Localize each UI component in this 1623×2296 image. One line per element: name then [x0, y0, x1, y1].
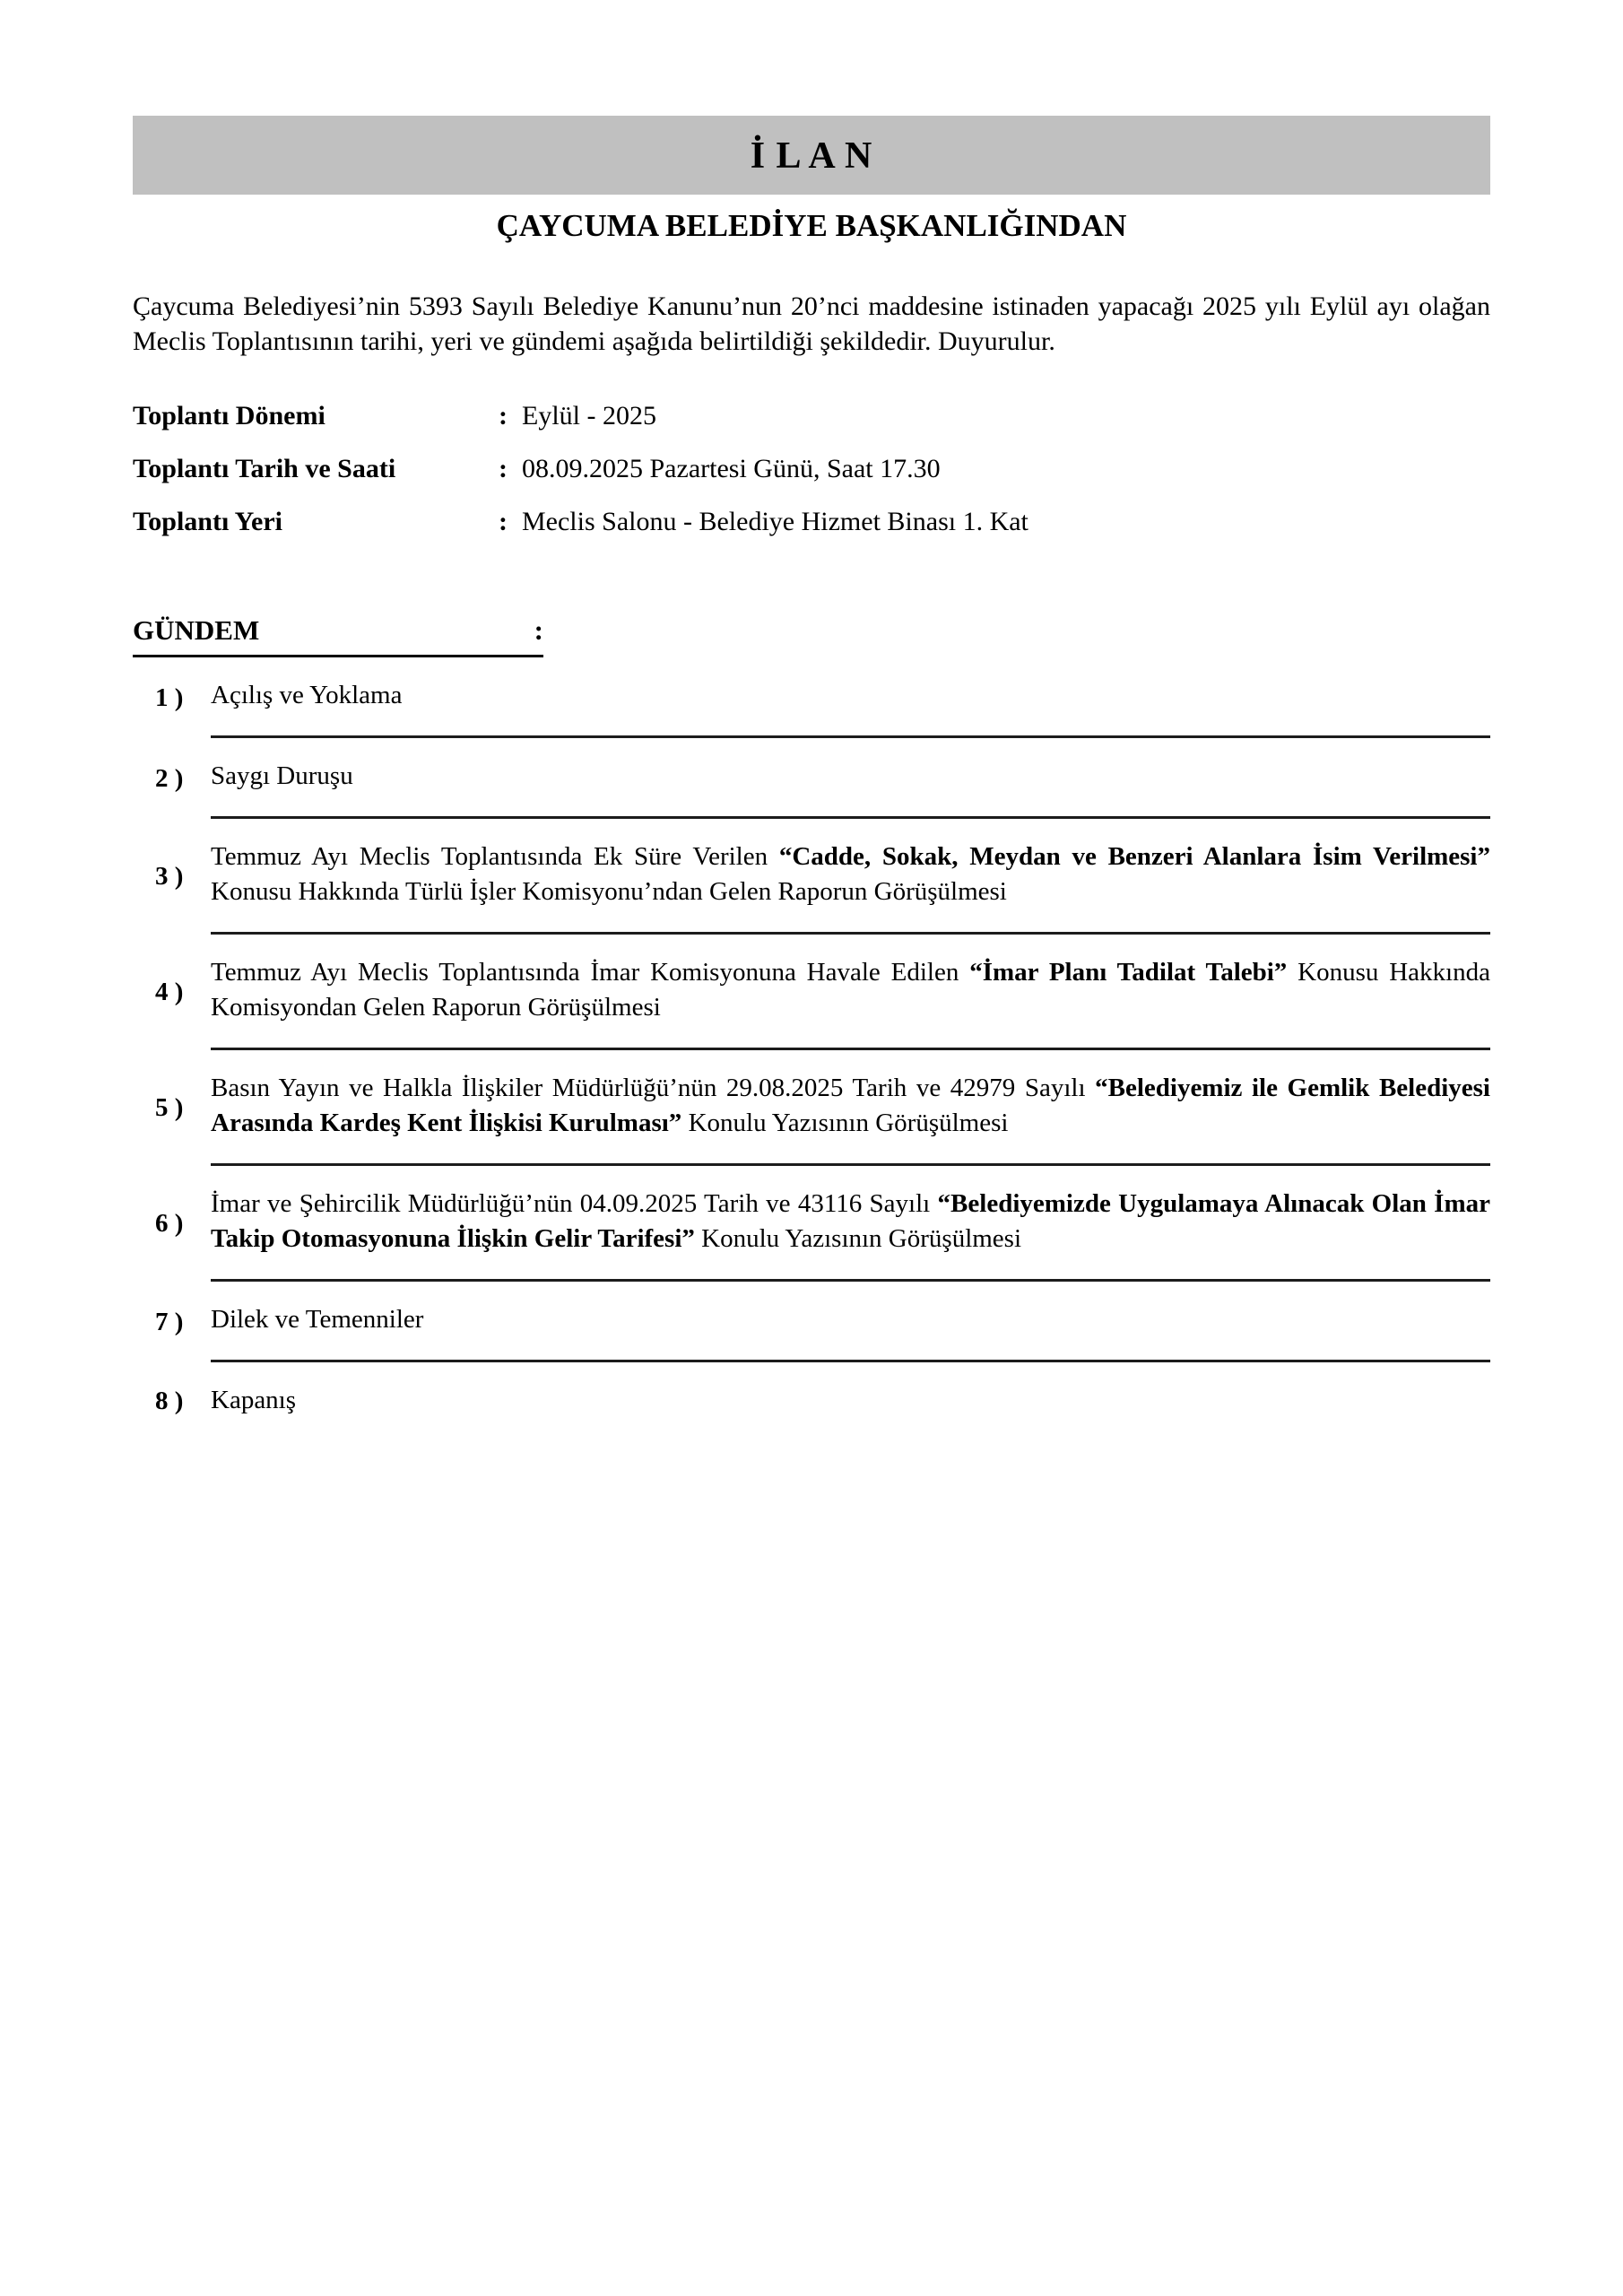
- agenda-text-segment: Kapanış: [211, 1386, 297, 1414]
- agenda-text-segment: Basın Yayın ve Halkla İlişkiler Müdürlüğü’nün 29.08.2025 Tarih ve 42979 Sayılı: [211, 1074, 1096, 1102]
- meeting-info-colon: :: [499, 506, 508, 536]
- agenda-text-segment: İmar ve Şehircilik Müdürlüğü’nün 04.09.2025 Tarih ve 43116 Sayılı: [211, 1189, 938, 1218]
- meeting-info-colon: :: [499, 453, 508, 483]
- agenda-text-segment-bold: “Belediyemizde Uygulamaya Alınacak Olan İmar Takip Otomasyonuna İlişkin Gelir Tarifesi”: [211, 1189, 1491, 1253]
- agenda-item-number: 5 ): [155, 1093, 184, 1122]
- agenda-text-segment: Saygı Duruşu: [211, 761, 353, 790]
- agenda-item: [133, 1362, 1490, 1440]
- agenda-heading-colon: :: [534, 614, 543, 646]
- agenda-text-segment: Konusu Hakkında Komisyondan Gelen Raporun Görüşülmesi: [211, 958, 1490, 1022]
- agenda-item-number: 3 ): [155, 862, 184, 891]
- meeting-info-label: Toplantı Tarih ve Saati: [133, 453, 396, 483]
- agenda-item: [133, 1050, 1490, 1166]
- meeting-info-value: 08.09.2025 Pazartesi Günü, Saat 17.30: [522, 453, 941, 483]
- agenda-list: [133, 657, 1490, 1440]
- agenda-text-segment-bold: “Belediyemiz ile Gemlik Belediyesi Arasında Kardeş Kent İlişkisi Kurulması”: [211, 1074, 1490, 1137]
- agenda-item: [133, 819, 1490, 935]
- meeting-info-label: Toplantı Dönemi: [133, 400, 325, 430]
- agenda-text-segment: Konulu Yazısının Görüşülmesi: [694, 1224, 1022, 1253]
- intro-paragraph: Çaycuma Belediyesi’nin 5393 Sayılı Belediye Kanunu’nun 20’nci maddesine istinaden yapacağı 2025 yılı Eylül ayı olağan Meclis Toplantısının tarihi, yeri ve gündemi aşağıda belirtildiği şekildedir. Duyurulur.: [133, 291, 1490, 356]
- agenda-text-segment: Açılış ve Yoklama: [211, 681, 403, 709]
- agenda-item-text: [211, 1362, 1490, 1440]
- banner-title: İ L A N: [750, 135, 873, 177]
- agenda-item-text: [211, 738, 1490, 819]
- document-subtitle: ÇAYCUMA BELEDİYE BAŞKANLIĞINDAN: [496, 208, 1127, 243]
- agenda-item: [133, 1282, 1490, 1362]
- agenda-text-segment: Dilek ve Temenniler: [211, 1305, 424, 1334]
- meeting-info-row: [133, 495, 1490, 548]
- agenda-item-number: 6 ): [155, 1209, 184, 1238]
- agenda-item-number: 2 ): [155, 763, 184, 793]
- agenda-item: [133, 738, 1490, 819]
- agenda-text-segment: Temmuz Ayı Meclis Toplantısında İmar Komisyonuna Havale Edilen: [211, 958, 970, 987]
- agenda-item-text: [211, 1050, 1490, 1166]
- agenda-heading: [133, 615, 543, 657]
- agenda-item-text: [211, 1166, 1490, 1282]
- meeting-info-table: [133, 389, 1490, 548]
- agenda-item-text: [211, 819, 1490, 935]
- agenda-item-text: [211, 657, 1490, 738]
- agenda-text-segment: Konusu Hakkında Türlü İşler Komisyonu’ndan Gelen Raporun Görüşülmesi: [211, 877, 1007, 906]
- meeting-info-colon: :: [499, 400, 508, 430]
- meeting-info-row: [133, 442, 1490, 495]
- agenda-item-number: 7 ): [155, 1307, 184, 1336]
- agenda-item-text: [211, 1282, 1490, 1362]
- agenda-text-segment: Temmuz Ayı Meclis Toplantısında Ek Süre Verilen: [211, 842, 779, 871]
- meeting-info-label: Toplantı Yeri: [133, 506, 282, 536]
- agenda-item-text: [211, 935, 1490, 1050]
- agenda-text-segment-bold: “Cadde, Sokak, Meydan ve Benzeri Alanlara İsim Verilmesi”: [778, 842, 1490, 871]
- ilan-banner: [133, 116, 1490, 195]
- agenda-item-number: 4 ): [155, 978, 184, 1006]
- agenda-text-segment-bold: “İmar Planı Tadilat Talebi”: [969, 958, 1288, 987]
- agenda-heading-label: GÜNDEM: [133, 614, 260, 646]
- meeting-info-row: [133, 389, 1490, 442]
- meeting-info-value: Eylül - 2025: [522, 400, 656, 430]
- meeting-info-value: Meclis Salonu - Belediye Hizmet Binası 1. Kat: [522, 506, 1028, 536]
- agenda-item-number: 8 ): [155, 1387, 184, 1415]
- agenda-item: [133, 935, 1490, 1050]
- agenda-item-number: 1 ): [155, 683, 184, 712]
- agenda-item: [133, 657, 1490, 738]
- agenda-text-segment: Konulu Yazısının Görüşülmesi: [681, 1109, 1009, 1137]
- agenda-item: [133, 1166, 1490, 1282]
